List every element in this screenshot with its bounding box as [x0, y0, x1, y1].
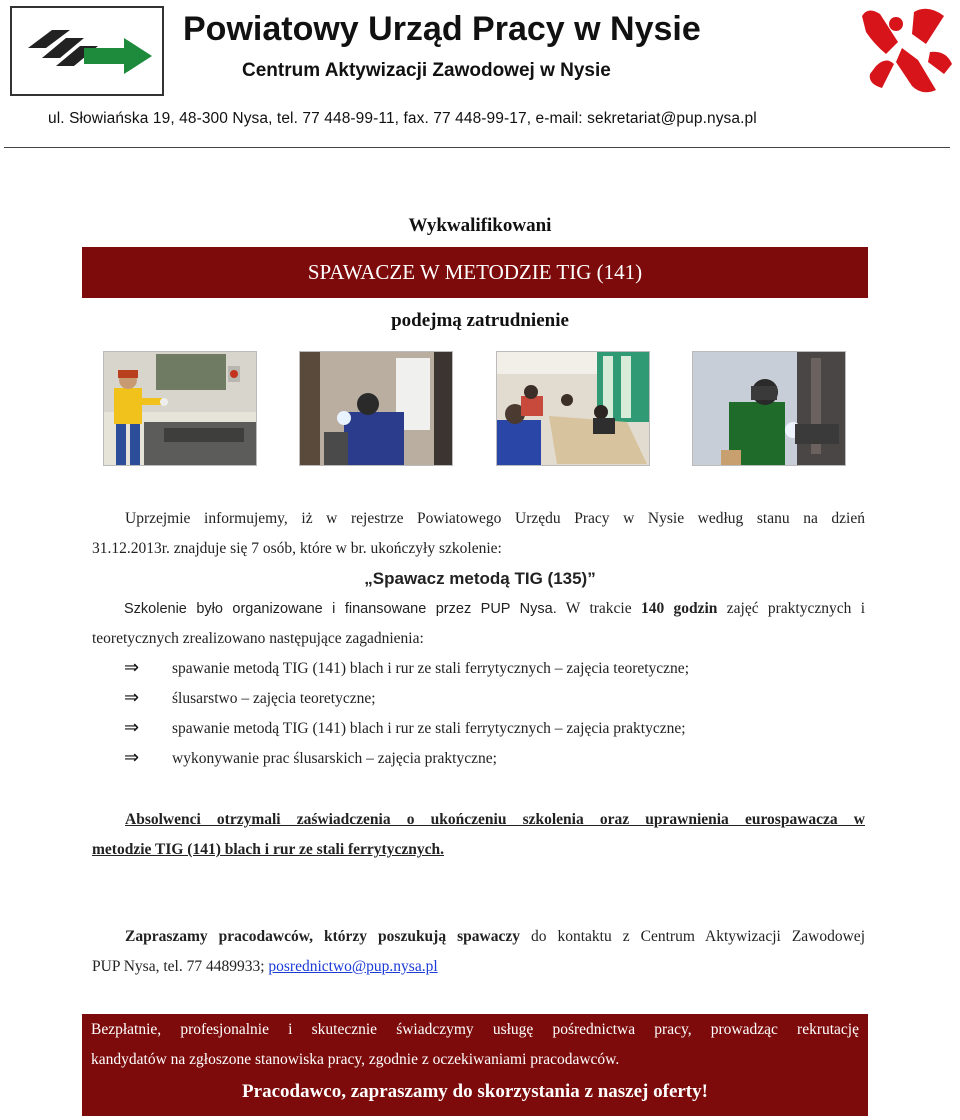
topic-text: wykonywanie prac ślusarskich – zajęcia praktyczne;	[172, 750, 497, 767]
arrow-logo-icon	[12, 8, 162, 94]
training-hours: 140 godzin	[640, 600, 718, 617]
pup-logo	[10, 6, 164, 96]
org-title: Powiatowy Urząd Pracy w Nysie	[183, 10, 701, 48]
footer-line-1: Bezpłatnie, profesjonalnie i skutecznie świadczymy usługę pośrednictwa pracy, prowadząc rekrutację	[91, 1021, 859, 1038]
headline-title: SPAWACZE W METODZIE TIG (141)	[82, 247, 868, 298]
graduates-line-1: Absolwenci otrzymali zaświadczenia o ukończeniu szkolenia oraz uprawnienia eurospawacza w	[125, 811, 865, 828]
contact-email-link[interactable]: posrednictwo@pup.nysa.pl	[268, 958, 438, 975]
red-emblem-icon	[856, 4, 956, 96]
invite-line-1	[92, 922, 865, 952]
double-arrow-icon: ⇒	[124, 747, 140, 768]
welder-at-bench-photo	[103, 351, 257, 466]
footer-band	[82, 1014, 868, 1116]
invite-rest-text: do kontaktu z Centrum Aktywizacji Zawodowej	[519, 928, 865, 945]
training-info-line-1	[92, 594, 865, 624]
list-item	[124, 743, 497, 773]
intro-line-1: Uprzejmie informujemy, iż w rejestrze Powiatowego Urzędu Pracy w Nysie według stanu na dzień	[125, 510, 865, 527]
invite-line-2	[92, 952, 865, 982]
graduates-line-2: metodzie TIG (141) blach i rur ze stali ferrytycznych.	[92, 841, 444, 858]
double-arrow-icon: ⇒	[124, 687, 140, 708]
list-item	[124, 653, 689, 683]
footer-cta: Pracodawco, zapraszamy do skorzystania z naszej oferty!	[242, 1081, 708, 1102]
double-arrow-icon: ⇒	[124, 657, 140, 678]
header-divider	[4, 147, 950, 148]
topic-text: spawanie metodą TIG (141) blach i rur ze stali ferrytycznych – zajęcia teoretyczne;	[172, 660, 689, 677]
double-arrow-icon: ⇒	[124, 717, 140, 738]
training-hours-tail: zajęć praktycznych i	[717, 600, 865, 617]
course-name: „Spawacz metodą TIG (135)”	[364, 569, 596, 588]
training-organizer-text: Szkolenie było organizowane i finansowane przez PUP Nysa.	[124, 601, 557, 617]
welder-green-jacket-photo	[692, 351, 846, 466]
training-hours-lead: W trakcie	[556, 600, 641, 617]
invite-phone-text: PUP Nysa, tel. 77 4489933;	[92, 958, 269, 975]
topic-text: spawanie metodą TIG (141) blach i rur ze stali ferrytycznych – zajęcia praktyczne;	[172, 720, 686, 737]
intro-line-2: 31.12.2013r. znajduje się 7 osób, które w br. ukończyły szkolenie:	[92, 540, 502, 557]
org-subtitle: Centrum Aktywizacji Zawodowej w Nysie	[242, 60, 611, 81]
topic-text: ślusarstwo – zajęcia teoretyczne;	[172, 690, 376, 707]
headline-subline: podejmą zatrudnienie	[391, 310, 569, 331]
list-item	[124, 683, 376, 713]
welder-in-booth-photo	[299, 351, 453, 466]
list-item	[124, 713, 686, 743]
invite-bold-text: Zapraszamy pracodawców, którzy poszukują spawaczy	[125, 928, 520, 945]
footer-line-2: kandydatów na zgłoszone stanowiska pracy, zgodnie z oczekiwaniami pracodawców.	[91, 1051, 620, 1068]
classroom-photo	[496, 351, 650, 466]
org-address: ul. Słowiańska 19, 48-300 Nysa, tel. 77 448-99-11, fax. 77 448-99-17, e-mail: sekretariat@pup.nysa.pl	[48, 110, 757, 127]
training-info-line-2: teoretycznych zrealizowano następujące zagadnienia:	[92, 630, 424, 647]
headline-kicker: Wykwalifikowani	[408, 215, 552, 236]
